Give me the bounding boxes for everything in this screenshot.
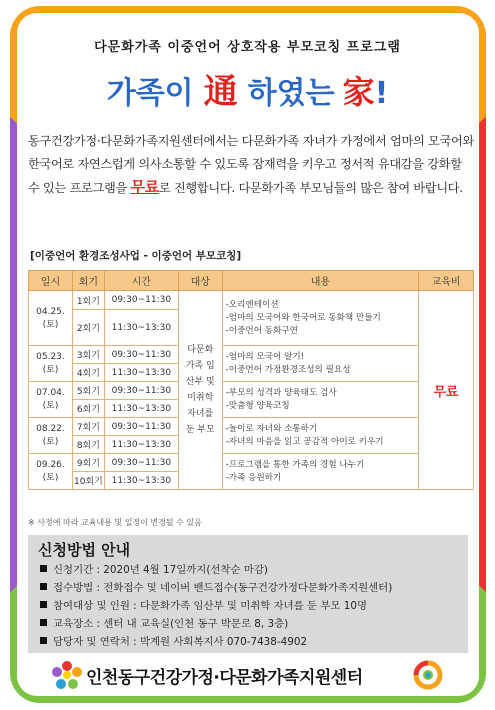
header-date: 일시 bbox=[29, 271, 73, 291]
content-line: -자녀의 마음을 읽고 공감적 아이로 키우기 bbox=[225, 436, 384, 447]
apply-item bbox=[40, 597, 466, 615]
schedule-note: ※ 사정에 따라 교육내용 및 일정이 변경될 수 있음 bbox=[28, 518, 202, 527]
table-time: 11:30~13:30 bbox=[104, 400, 178, 418]
table-session: 8회기 bbox=[72, 436, 104, 454]
content-line: -프로그램을 통한 가족의 경험 나누기 bbox=[225, 459, 365, 470]
swirl-logo-icon bbox=[411, 660, 445, 690]
table-session: 4회기 bbox=[72, 364, 104, 382]
table-content bbox=[222, 346, 418, 382]
table-session: 7회기 bbox=[72, 418, 104, 436]
apply-item bbox=[40, 561, 466, 579]
square-bullet-icon bbox=[40, 601, 47, 608]
apply-item-text: 교육장소 : 센터 내 교육실(인천 동구 박문로 8, 3층) bbox=[53, 618, 289, 630]
apply-item bbox=[40, 579, 466, 597]
free-highlight: 무료 bbox=[130, 178, 159, 196]
table-time: 11:30~13:30 bbox=[104, 436, 178, 454]
content-line: -놀이로 자녀와 소통하기 bbox=[225, 423, 318, 434]
table-session: 2회기 bbox=[72, 310, 104, 346]
table-date: 09.26.(토) bbox=[29, 454, 73, 490]
apply-item-text: 신청기간 : 2020년 4월 17일까지(선착순 마감) bbox=[53, 564, 268, 576]
title-part-3: 하였는 bbox=[247, 76, 335, 111]
table-date: 04.25.(토) bbox=[29, 291, 73, 346]
content-line: -엄마의 모국어와 한국어로 동화책 만들기 bbox=[225, 312, 381, 323]
apply-list bbox=[40, 561, 466, 651]
header-content: 내용 bbox=[222, 271, 418, 291]
table-time: 09:30~11:30 bbox=[104, 291, 178, 310]
square-bullet-icon bbox=[40, 565, 47, 572]
table-session: 3회기 bbox=[72, 346, 104, 364]
header-fee: 교육비 bbox=[419, 271, 474, 291]
content-line: -엄마의 모국어 알기! bbox=[225, 351, 305, 362]
schedule-table bbox=[28, 270, 474, 490]
table-time: 11:30~13:30 bbox=[104, 364, 178, 382]
header-target: 대상 bbox=[178, 271, 222, 291]
intro-text-after: 로 진행합니다. 다문화가족 부모님들의 많은 참여 바랍니다. bbox=[158, 181, 463, 195]
footer bbox=[50, 660, 445, 690]
square-bullet-icon bbox=[40, 619, 47, 626]
apply-item bbox=[40, 633, 466, 651]
intro-paragraph bbox=[28, 130, 474, 200]
table-session: 1회기 bbox=[72, 291, 104, 310]
table-date: 08.22.(토) bbox=[29, 418, 73, 454]
table-date: 05.23.(토) bbox=[29, 346, 73, 382]
title-part-4: 家 bbox=[342, 73, 375, 111]
apply-item-text: 담당자 및 연락처 : 박계원 사회복지사 070-7438-4902 bbox=[53, 636, 308, 648]
program-title bbox=[0, 64, 495, 113]
table-time: 11:30~13:30 bbox=[104, 472, 178, 490]
table-date: 07.04.(토) bbox=[29, 382, 73, 418]
square-bullet-icon bbox=[40, 583, 47, 590]
header-session: 회기 bbox=[72, 271, 104, 291]
title-part-2: 通 bbox=[203, 72, 238, 112]
table-session: 10회기 bbox=[72, 472, 104, 490]
table-session: 6회기 bbox=[72, 400, 104, 418]
table-content bbox=[222, 454, 418, 490]
title-part-5: ! bbox=[374, 76, 389, 111]
center-name: 인천동구건강가정·다문화가족지원센터 bbox=[86, 668, 363, 688]
content-line: -맞춤형 양육코칭 bbox=[225, 400, 290, 411]
apply-info-box bbox=[28, 535, 468, 653]
apply-title: 신청방법 안내 bbox=[38, 541, 131, 559]
table-session: 9회기 bbox=[72, 454, 104, 472]
content-line: -이중언어 가정환경조성의 필요성 bbox=[225, 364, 351, 375]
table-time: 09:30~11:30 bbox=[104, 382, 178, 400]
content-line: -오리엔테이션 bbox=[225, 299, 279, 310]
content-line: -부모의 성격과 양육태도 검사 bbox=[225, 387, 337, 398]
table-content bbox=[222, 382, 418, 418]
section-label: [이중언어 환경조성사업 - 이중언어 부모코칭] bbox=[30, 250, 242, 262]
table-time: 09:30~11:30 bbox=[104, 346, 178, 364]
table-time: 09:30~11:30 bbox=[104, 454, 178, 472]
table-content bbox=[222, 291, 418, 346]
table-fee: 무료 bbox=[419, 291, 474, 490]
program-subtitle: 다문화가족 이중언어 상호작용 부모코칭 프로그램 bbox=[94, 40, 401, 55]
table-content bbox=[222, 418, 418, 454]
table-time: 09:30~11:30 bbox=[104, 418, 178, 436]
table-session: 5회기 bbox=[72, 382, 104, 400]
content-line: -가족 응원하기 bbox=[225, 472, 282, 483]
table-target: 다문화 가족 임산부 및 미취학 자녀를 둔 부모 bbox=[178, 291, 222, 490]
header-time: 시간 bbox=[104, 271, 178, 291]
apply-item bbox=[40, 615, 466, 633]
content-line: -이중언어 동화구연 bbox=[225, 325, 298, 336]
apply-item-text: 참여대상 및 인원 : 다문화가족 임산부 및 미취학 자녀를 둔 부모 10명 bbox=[53, 600, 368, 612]
flower-logo-icon bbox=[50, 660, 84, 690]
intro-text-before: 동구건강가정·다문화가족지원센터에서는 다문화가족 자녀가 가정에서 엄마의 모국어와 한국어로 자연스럽게 의사소통할 수 있도록 잠재력을 키우고 정서적 유대감을 강화할 수 있는 프로그램을 bbox=[28, 134, 474, 195]
apply-item-text: 접수방법 : 전화접수 및 네이버 밴드접수(동구건강가정다문화가족지원센터) bbox=[53, 582, 393, 594]
square-bullet-icon bbox=[40, 637, 47, 644]
table-time: 11:30~13:30 bbox=[104, 310, 178, 346]
title-part-1: 가족이 bbox=[106, 76, 194, 111]
